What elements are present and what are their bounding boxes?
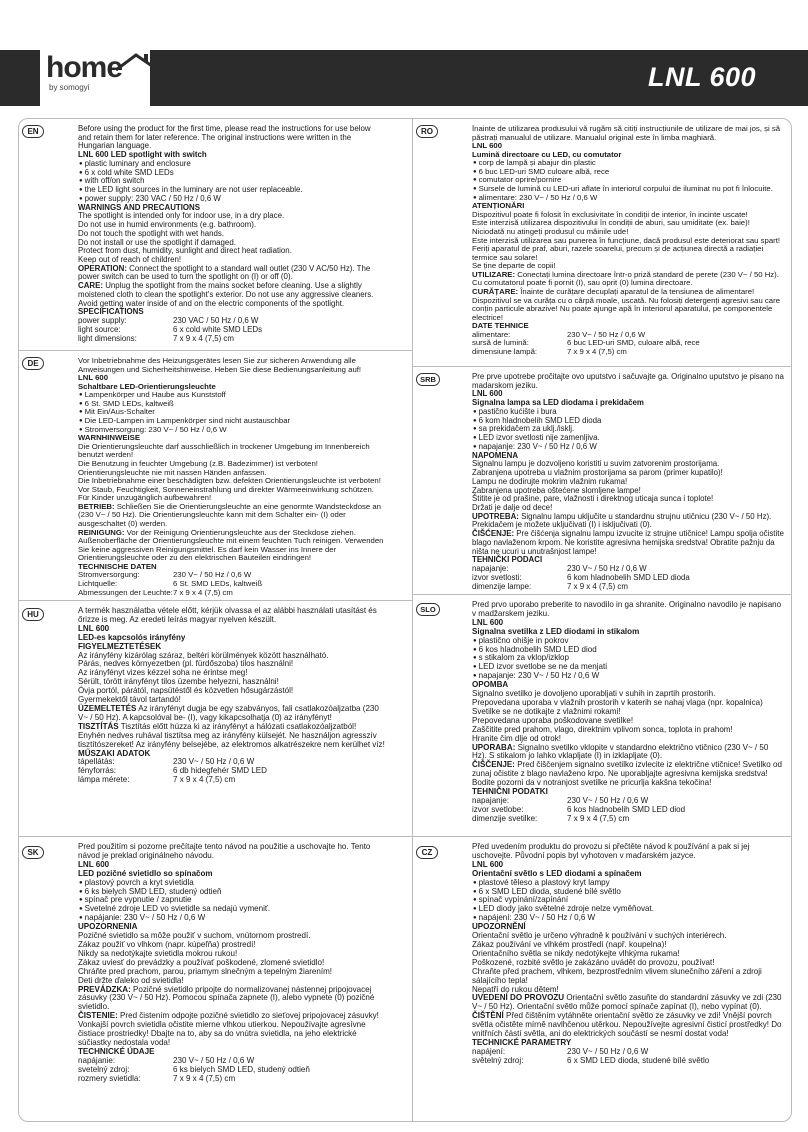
spec-value: 7 x 9 x 4 (7,5) cm [567,581,628,591]
spec-key: světelný zdroj: [472,1055,524,1065]
warning-line: Držati je dalje od dece! [472,503,553,513]
warning-line: Für Kinder unzugänglich aufbewahren! [78,493,212,503]
feature-item: ● spínač pre vypnutie / zapnutie [78,896,385,905]
language-badge-cz: CZ [416,846,438,859]
feature-item: ● napájanie: 230 V~ / 50 Hz / 0,6 W [78,914,385,923]
warning-line: Dispozitivul poate fi folosit în exclusivitate în condiții de interior, în incinte uscate! [472,209,748,219]
operation-label: UTILIZARE: [472,269,516,279]
care-label: ČISTENIE: [78,1011,118,1021]
warning-line: Este interzisă utilizarea sau punerea în funcțiune, dacă produsul este deteriorat sau spart! [472,235,781,245]
operation-text: Pozičné svietidlo pripojte do normalizovanej nástennej pripojovacej zásuvky (230 V~ / 50 Hz). Pomocou spínača zapnete (I), alebo vypnete (0) pozičné svietidlo. [78,984,375,1012]
spec-key: fényforrás: [78,766,117,776]
warning-line: Die Orientierungsleuchte darf ausschließlich in trockener Umgebung im Innenbereich benutzt werden! [78,441,370,460]
section-ro [472,125,784,363]
warning-line: Chráňte pred prachom, parou, priamym slnečným a tepelným žiarením! [78,966,333,976]
operation-label: UPOTREBA: [472,511,519,521]
brand-name: home [46,51,123,84]
specs-table [472,1048,709,1066]
spec-key: tápellátás: [78,757,115,767]
spec-row [472,583,690,591]
specs-heading: TECHNICKÉ PARAMETRY [472,1037,572,1047]
product-subtitle: Lumină directoare cu LED, cu comutator [472,149,622,159]
spec-value: 6 db hidegfehér SMD LED [173,766,267,776]
product-subtitle: Orientační světlo s LED diodami a spínačem [472,868,642,878]
care-label: REINIGUNG: [78,527,125,537]
product-title: LNL 600 [472,617,504,627]
brand-logo [40,50,150,106]
care-paragraph [78,529,385,563]
feature-item: ● napájení: 230 V~ / 50 Hz / 0,6 W [472,914,784,923]
warning-line: Do not use in humid environments (e.g. bathroom). [78,220,257,230]
spec-key: dimenzije svetilke: [472,813,538,823]
feature-item: ● LED izvor svetlosti nije zamenljiva. [472,434,784,443]
specs-table [78,317,262,343]
warning-line: Feriți aparatul de praf, aburi, razele soarelui, precum și de acțiunea directă a radiației termice sau solare! [472,244,764,262]
feature-item: ● power supply: 230 VAC / 50 Hz / 0,6 W [78,195,385,204]
operation-text: Az irányfényt dugja be egy szabványos, fali csatlakozóaljzatba (230 V~ / 50 Hz). A kapcsolóval be- (I), vagy kikapcsolhatja (0) az irányfényt! [78,703,379,722]
warning-line: Se ține departe de copii! [472,261,556,271]
feature-item: ● Die LED-Lampen im Lampenkörper sind nicht austauschbar [78,417,385,426]
spec-value: 7 x 9 x 4 (7,5) cm [567,813,630,823]
warning-line: Óvja portól, párától, napsütéstől és közvetlen hősugárzástól! [78,686,294,696]
feature-item: ● sa prekidačem za uklj./isklj. [472,425,784,434]
feature-item: ● plastové těleso a plastový kryt lampy [472,879,784,888]
spec-value: 7 x 9 x 4 (7,5) cm [567,347,627,357]
product-subtitle: Signalna svetilka z LED diodami in stikalom [472,626,640,636]
spec-value: 7 x 9 x 4 (7,5) cm [173,333,234,343]
spec-row [78,776,267,785]
care-text: Pred čiščenjem signalno svetilko izvlecite iz električne vtičnice! Svetilko od zunaj očistite z blago navlaženo krpo. Ne uporabljajte agresivna kemijska sredstva! Bodite pozorni da v notranjost svetilke ne pricurlja kakšna tekočina! [472,760,782,788]
operation-paragraph [472,271,784,288]
feature-item: ● comutator oprire/pornire [472,176,784,185]
product-title: LNL 600 [472,141,503,151]
care-paragraph [78,1012,385,1048]
warnings-heading: FIGYELMEZTETÉSEK [78,641,162,651]
feature-item: ● alimentare: 230 V~ / 50 Hz / 0,6 W [472,194,784,203]
operation-paragraph [472,994,784,1012]
warning-line: Svetilke se ne dotikajte z vlažnimi rokami! [472,706,621,716]
spec-key: dimenzije lampe: [472,581,532,591]
feature-item: ● 6 x cold white SMD LEDs [78,169,385,178]
operation-label: UPORABA: [472,742,516,752]
operation-paragraph [472,744,784,762]
language-badge-ro: RO [416,125,438,138]
spec-value: 6 kom hladnobelih SMD LED dioda [567,572,690,582]
product-subtitle: LED-es kapcsolós irányfény [78,632,186,642]
feature-item: ● LED diody jako světelné zdroje nelze vyměňovat. [472,905,784,914]
warning-line: Signalnu lampu je dozvoljeno koristiti u suvim zatvorenim prostorijama. [472,459,720,469]
warning-line: Párás, nedves környezetben (pl. fürdőszoba) tilos használni! [78,659,294,669]
column-divider [412,118,413,1122]
warning-line: Die Benutzung in feuchter Umgebung (z.B. Badezimmer) ist verboten! [78,458,318,468]
care-paragraph [78,723,385,750]
spec-row [78,335,262,344]
care-label: ČIŠTĚNÍ [472,1011,504,1021]
care-label: CARE: [78,281,103,291]
warning-line: Zákaz uviesť do prevádzky a používať poškodené, zlomené svietidlo! [78,957,325,967]
care-text: Před čištěním vytáhněte orientační světlo ze zásuvky ve zdi! Vnější povrch světla očistěte mírně navlhčenou utěrkou. Nepoužívejte agresivní čisticí prostředky! Do vnitřních částí světla, ani do elektrických součástí se nesmí dostat voda! [472,1011,782,1039]
warning-line: Keep out of reach of children! [78,255,182,265]
warning-line: Lampu ne dodirujte mokrim vlažnim rukama! [472,476,628,486]
feature-item: ● Lampenkörper und Haube aus Kunststoff [78,391,385,400]
warning-line: Sérült, törött irányfényt tilos üzembe helyezni, használni! [78,677,279,687]
warning-line: Niciodată nu atingeți produsul cu mâinile ude! [472,226,629,236]
care-text: Înainte de curățare decuplați aparatul de la tensiunea de alimentare! Dispozitivul se va curăța cu o cârpă moale, uscată. Nu folosiți detergenți agresivi sau care conțin particule abrazive! Nu poate ajunge apă în interiorul aparatului, pe componentele electrice! [472,286,780,322]
specs-heading: DATE TEHNICE [472,321,529,331]
spec-value: 6 x cold white SMD LEDs [173,324,263,334]
section-divider [18,600,412,601]
feature-item: ● s stikalom za vklop/izklop [472,654,784,663]
product-subtitle: LED pozičné svietidlo so spínačom [78,868,213,878]
spec-key: izvor svetlosti: [472,572,522,582]
care-text: Pre čišćenja signalnu lampu izvucite iz strujne utičnice! Lampu spolja očistite blago navlaženom krpom. Ne koristite agresivna hemijska sredstva! Obratite pažnju da ništa ne ucuri u unutrašnjost lampe! [472,529,784,556]
spec-value: 230 V~ / 50 Hz / 0,6 W [567,564,647,574]
feature-item: ● 6 x SMD LED dioda, studené bílé světlo [472,888,784,897]
product-title: LNL 600 [78,859,110,869]
operation-text: Orientační světlo zasuňte do standardní zásuvky ve zdi (230 V~ / 50 Hz). Orientační světlo může pomocí spínače zapínat (I), nebo vypínat (0). [472,993,782,1012]
warnings-heading: UPOZORNENIA [78,922,138,932]
section-hu [78,607,385,833]
spec-value: 7 x 9 x 4 (7,5) cm [173,775,236,785]
warning-line: Az irányfény kizárólag száraz, beltéri körülmények között használható. [78,650,329,660]
spec-value: 230 V~ / 50 Hz / 0,6 W [173,757,255,767]
care-label: CURĂȚARE: [472,286,519,296]
feature-item: ● Sursele de lumină cu LED-uri aflate în interiorul corpului de iluminat nu pot fi înlocuite. [472,185,784,194]
specs-heading: SPECIFICATIONS [78,307,144,317]
operation-text: Signalnu lampu uključite u standardnu strujnu utičnicu (230 V~ / 50 Hz). Prekidačem je možete uključivati (I) i isključivati (0). [472,511,772,530]
specs-heading: TEHNIČNI PODATKI [472,787,548,797]
spec-value: 7 x 9 x 4 (7,5) cm [173,1073,236,1083]
spec-value: 230 V~ / 50 Hz / 0,6 W [567,1046,649,1056]
intro-text: A termék használatba vétele előtt, kérjük olvassa el az alábbi használati utasítást és őrizze is meg. Az eredeti leírás magyar nyelven készült. [78,607,377,624]
feature-item: ● Stromversorgung: 230 V~ / 50 Hz / 0,6 W [78,426,385,435]
care-paragraph [472,1012,784,1039]
specs-heading: TECHNICKÉ ÚDAJE [78,1046,155,1056]
warnings-heading: ATENȚIONĂRI [472,201,525,211]
specs-table [472,565,690,591]
spec-row [78,589,262,597]
feature-item: ● the LED light sources in the luminary are not user replaceable. [78,186,385,195]
care-paragraph [472,761,784,788]
specs-heading: MŰSZAKI ADATOK [78,748,151,758]
spec-key: napájení: [472,1046,506,1056]
spec-value: 6 kos hladnobelih SMD LED diod [567,804,686,814]
operation-text: Conectați lumina directoare într-o priză standard de perete (230 V~ / 50 Hz). Cu comutatorul poate fi pornit (I), sau oprit (0) lumina directoare. [472,269,779,288]
section-divider [412,366,792,367]
feature-item: ● plastično ohišje in pokrov [472,637,784,646]
intro-text: Vor Inbetriebnahme des Heizungsgerätes lesen Sie zur sicheren Anwendung alle Anweisungen und Sicherheitshinweise. Heben Sie diese Bedienungsanleitung auf! [78,357,362,374]
product-title: LNL 600 [472,859,504,869]
section-divider [18,836,412,837]
warning-line: Die Inbetriebnahme einer beschädigten bzw. defekten Orientierungsleuchte ist verboten! [78,476,381,486]
feature-item: ● 6 kom hladnobelih SMD LED dioda [472,417,784,426]
spec-key: Abmessungen der Leuchte: [78,587,173,597]
product-subtitle: Signalna lampa sa LED diodama i prekidačem [472,398,644,408]
spec-value: 230 VAC / 50 Hz / 0,6 W [173,316,259,326]
feature-item: ● Mit Ein/Aus-Schalter [78,408,385,417]
intro-text: Before using the product for the first time, please read the instructions for use below and retain them for later reference. The original instructions were written in the Hungarian language. [78,125,371,151]
warning-line: Pozičné svietidlo sa môže použiť v suchom, vnútornom prostredí. [78,931,311,941]
care-label: ČIŠČENJE: [472,760,515,770]
operation-paragraph [78,265,385,282]
operation-label: ÜZEMELTETÉS [78,703,137,713]
spec-row [472,1057,709,1066]
spec-row [472,815,685,824]
warning-line: Štitite je od prašine, pare, vlažnosti i direktnog uticaja sunca i toplote! [472,494,714,504]
warning-line: Prepovedana uporaba v vlažnih prostorih v katerih se nahaj vlaga (npr. kopalnica) [472,697,763,707]
warning-line: Prepovedana uporaba poškodovane svetilke! [472,715,634,725]
spec-key: izvor svetlobe: [472,804,524,814]
feature-item: ● pastično kućište i bura [472,408,784,417]
care-paragraph [472,530,784,556]
spec-value: 6 St. SMD LEDs, kaltweiß [173,579,263,589]
spec-key: light dimensions: [78,333,137,343]
warning-line: Nepatří do rukou dětem! [472,984,559,994]
spec-key: power supply: [78,316,127,326]
warning-line: Signalno svetilko je dovoljeno uporabljati v suhih in zaprtih prostorih. [472,689,716,699]
spec-key: sursă de lumină: [472,338,529,348]
feature-item: ● 6 St. SMD LEDs, kaltweiß [78,400,385,409]
warning-line: Vor Staub, Feuchtigkeit, Sonneneinstrahlung und direkter Wärmeeinwirkung schützen. [78,484,374,494]
section-slo [472,601,784,833]
warning-line: The spotlight is intended only for indoor use, in a dry place. [78,211,285,221]
product-title: LNL 600 [472,389,503,399]
warnings-heading: WARNINGS AND PRECAUTIONS [78,202,201,212]
product-title: LNL 600 [78,373,109,383]
operation-paragraph [78,986,385,1013]
language-badge-slo: SLO [416,603,440,616]
warning-line: Chraňte před prachem, vlhkem, bezprostředním vlivem slunečního záření a zdroji sálajícího tepla! [472,966,762,985]
spec-key: Lichtquelle: [78,579,118,589]
specs-table [472,797,685,824]
operation-label: UVEDENÍ DO PROVOZU [472,993,565,1003]
warning-line: Az irányfényt vizes kézzel soha ne érintse meg! [78,668,248,678]
warning-line: Hranite čim dlje od otrok! [472,733,561,743]
specs-table [472,331,700,357]
spec-value: 6 ks bielych SMD LED, studený odtieň [173,1064,310,1074]
product-title: LNL 600 [78,623,110,633]
spec-value: 230 V~ / 50 Hz / 0,6 W [567,329,646,339]
warning-line: Deti držte ďaleko od svietidla! [78,975,184,985]
header [0,0,808,108]
section-divider [412,594,792,595]
feature-item: ● 6 kos hladnobelih SMD LED diod [472,646,784,655]
warning-line: Zákaz používání ve vlhkém prostředí (např. koupelna)! [472,939,667,949]
specs-table [78,571,262,597]
spec-value: 230 V~ / 50 Hz / 0,6 W [173,1055,255,1065]
spec-row [472,348,700,357]
spec-row [78,1075,310,1084]
intro-text: Pre prve upotrebe pročitajte ovo uputstvo i sačuvajte ga. Originalno uputstvo je pisano na madarskom jeziku. [472,373,784,390]
feature-item: ● corp de lampă și abajur din plastic [472,159,784,168]
spec-value: 7 x 9 x 4 (7,5) cm [173,587,233,597]
operation-paragraph [472,513,784,530]
warning-line: Orientační světlo je určeno výhradně k používání v suchých interiérech. [472,931,727,941]
warning-line: Nikdy sa nedotýkajte svietidla mokrou rukou! [78,948,238,958]
feature-item: ● LED izvor svetlobe se ne da menjati [472,663,784,672]
care-text: Vor der Reinigung Orientierungsleuchte aus der Steckdose ziehen. Außenoberfläche der Orientierungsleuchte mit einem feuchten Tuch reinigen. Verwenden Sie keine aggressiven Reinigungsmittel. Es darf kein Wasser ins Innere der Orientierungsleuchte oder zu den elektrischen Bauteilen eindringen! [78,527,384,563]
spec-key: lámpa mérete: [78,775,130,785]
spec-key: dimensiune lampă: [472,347,538,357]
warning-line: Zabranjena upotreba oštećene slomljene lampe! [472,485,641,495]
feature-item: ● 6 ks bielych SMD LED, studený odtieň [78,888,385,897]
spec-key: svetelný zdroj: [78,1064,130,1074]
specs-table [78,758,267,785]
model-number: LNL 600 [647,62,756,92]
operation-paragraph [78,705,385,723]
warning-line: Poškozené, rozbité světlo je zakázáno uvádět do provozu, používat! [472,957,715,967]
feature-item: ● 6 buc LED-uri SMD culoare albă, rece [472,168,784,177]
warning-line: Zákaz použiť vo vlhkom (napr. kúpeľňa) prostredí! [78,939,256,949]
warnings-heading: NAPOMENA [472,450,519,460]
feature-item: ● napajanje: 230 V~ / 50 Hz / 0,6 W [472,443,784,452]
spec-value: 230 V~ / 50 Hz / 0,6 W [567,795,649,805]
operation-text: Connect the spotlight to a standard wall outlet (230 V AC/50 Hz). The power switch can be used to turn the spotlight on (I) or off (0). [78,263,371,282]
care-text: Pred čistením odpojte pozičné svietidlo zo sieťovej pripojovacej zásuvky! Vonkajší povrch svietidla očistite mierne vlhkou utierkou. Nepoužívajte agresívne čistiace prostriedky! Dbajte na to, aby sa do vnútra svietidla, na jeho elektrické súčiastky nedostala voda! [78,1011,379,1047]
warning-line: Orientačního světla se nikdy nedotýkejte vlhkýma rukama! [472,948,680,958]
product-title: LNL 600 LED spotlight with switch [78,150,207,160]
language-badge-srb: SRB [416,373,440,386]
operation-label: OPERATION: [78,263,127,273]
care-paragraph [472,288,784,322]
intro-text: Înainte de utilizarea produsului vă rugăm să citiți instrucțiunile de utilizare de mai jos, și să păstrați manualul de utilizare. Manualul original este în limba maghiară. [472,125,780,142]
care-text: Tisztítás előtt húzza ki az irányfényt a hálózati csatlakozóaljzatból! Enyhén nedves ruhával tisztítsa meg az irányfény külsejét. Ne használjon agresszív tisztítószereket! Az irányfény belsejébe, az elektromos alkatrészekre nem kerülhet víz! [78,721,385,749]
section-srb [472,373,784,591]
section-en [78,125,385,347]
operation-label: PREVÁDZKA: [78,984,131,994]
warning-line: Zaščitite pred prahom, vlago, direktnim vplivom sonca, toplota in prahom! [472,724,733,734]
spec-value: 230 V~ / 50 Hz / 0,6 W [173,570,252,580]
language-badge-en: EN [22,125,44,138]
care-label: TISZTÍTÁS [78,721,119,731]
feature-item: ● napajanje: 230 V~ / 50 Hz / 0,6 W [472,672,784,681]
spec-key: napájanie: [78,1055,116,1065]
feature-item: ● plastový povrch a kryt svietidla [78,879,385,888]
care-label: ČIŠĆENJE: [472,529,515,539]
spec-key: alimentare: [472,329,511,339]
language-badge-de: DE [22,357,44,370]
spec-key: light source: [78,324,121,334]
warning-line: Do not touch the spotlight with wet hands. [78,228,225,238]
section-sk [78,843,385,1117]
spec-key: napajanje: [472,795,510,805]
warnings-heading: WARNHINWEISE [78,433,140,443]
warning-line: Do not install or use the spotlight if damaged. [78,237,236,247]
specs-heading: TEHNIČKI PODACI [472,555,543,565]
brand-subtitle: by somogyi [49,83,90,92]
spec-key: napajanje: [472,564,509,574]
product-subtitle: Schaltbare LED-Orientierungsleuchte [78,381,216,391]
specs-heading: TECHNISCHE DATEN [78,561,157,571]
feature-item: ● spínač vypínání/zapínání [472,896,784,905]
warning-line: Este interzisă utilizarea dispozitivului în condiții de aburi, sau umiditate (ex. baie)! [472,218,750,228]
warning-line: Gyermekektől távol tartandó! [78,695,181,705]
section-de [78,357,385,597]
care-paragraph [78,282,385,308]
language-badge-sk: SK [22,846,44,859]
specs-table [78,1057,310,1084]
operation-paragraph [78,503,385,529]
section-divider [18,350,412,351]
spec-key: Stromversorgung: [78,570,140,580]
intro-text: Pred prvo uporabo preberite to navodilo in ga shranite. Originalno navodilo je napisano v madžarskem jeziku. [472,601,782,618]
operation-text: Schließen Sie die Orientierungsleuchte an eine genormte Wandsteckdose an (230 V~ / 50 Hz). Die Orientierungsleuchte kann mit dem Schalter ein- (I) oder ausgeschaltet (0) werden. [78,501,381,528]
warning-line: Zabranjena upotreba u vlažnim prostorijama sa parom (primer kupatilo)! [472,468,723,478]
warnings-heading: UPOZORNĚNÍ [472,922,526,932]
feature-item: ● with off/on switch [78,177,385,186]
section-cz [472,843,784,1117]
warnings-heading: OPOMBA [472,680,509,690]
spec-value: 6 buc LED-uri SMD, culoare albă, rece [567,338,700,348]
intro-text: Pred použitím si pozorne prečítajte tento návod na použitie a uschovajte ho. Tento návod je preklad originálneho návodu. [78,843,371,860]
spec-value: 6 x SMD LED dioda, studené bílé světlo [567,1055,710,1065]
spec-key: rozmery svietidla: [78,1073,141,1083]
feature-item: ● plastic luminary and enclosure [78,160,385,169]
warning-line: Orientierungsleuchte nie mit nassen Händen anfassen. [78,467,267,477]
intro-text: Před uvedením produktu do provozu si přečtěte návod k používání a pak si jej uschovejte. Původní popis byl vyhotoven v maďarském jazyce. [472,843,750,860]
feature-item: ● Svetelné zdroje LED vo svietidle sa nedajú vymeniť. [78,905,385,914]
section-divider [412,836,792,837]
operation-label: BETRIEB: [78,501,115,511]
operation-text: Signalno svetilko vklopite v standardno električno vtičnico (230 V~ / 50 Hz). S stikalom jo lahko vklapljate (I) in izklapljate (0). [472,742,769,761]
care-text: Unplug the spotlight from the mains socket before cleaning. Use a slightly moistened cloth to clean the spotlight's exterior. Do not use any aggressive cleaners. Avoid getting water inside of and on the electric components of the spotlight. [78,281,374,308]
language-badge-hu: HU [22,608,44,621]
warning-line: Protect from dust, humidity, sunlight and direct heat radiation. [78,246,292,256]
